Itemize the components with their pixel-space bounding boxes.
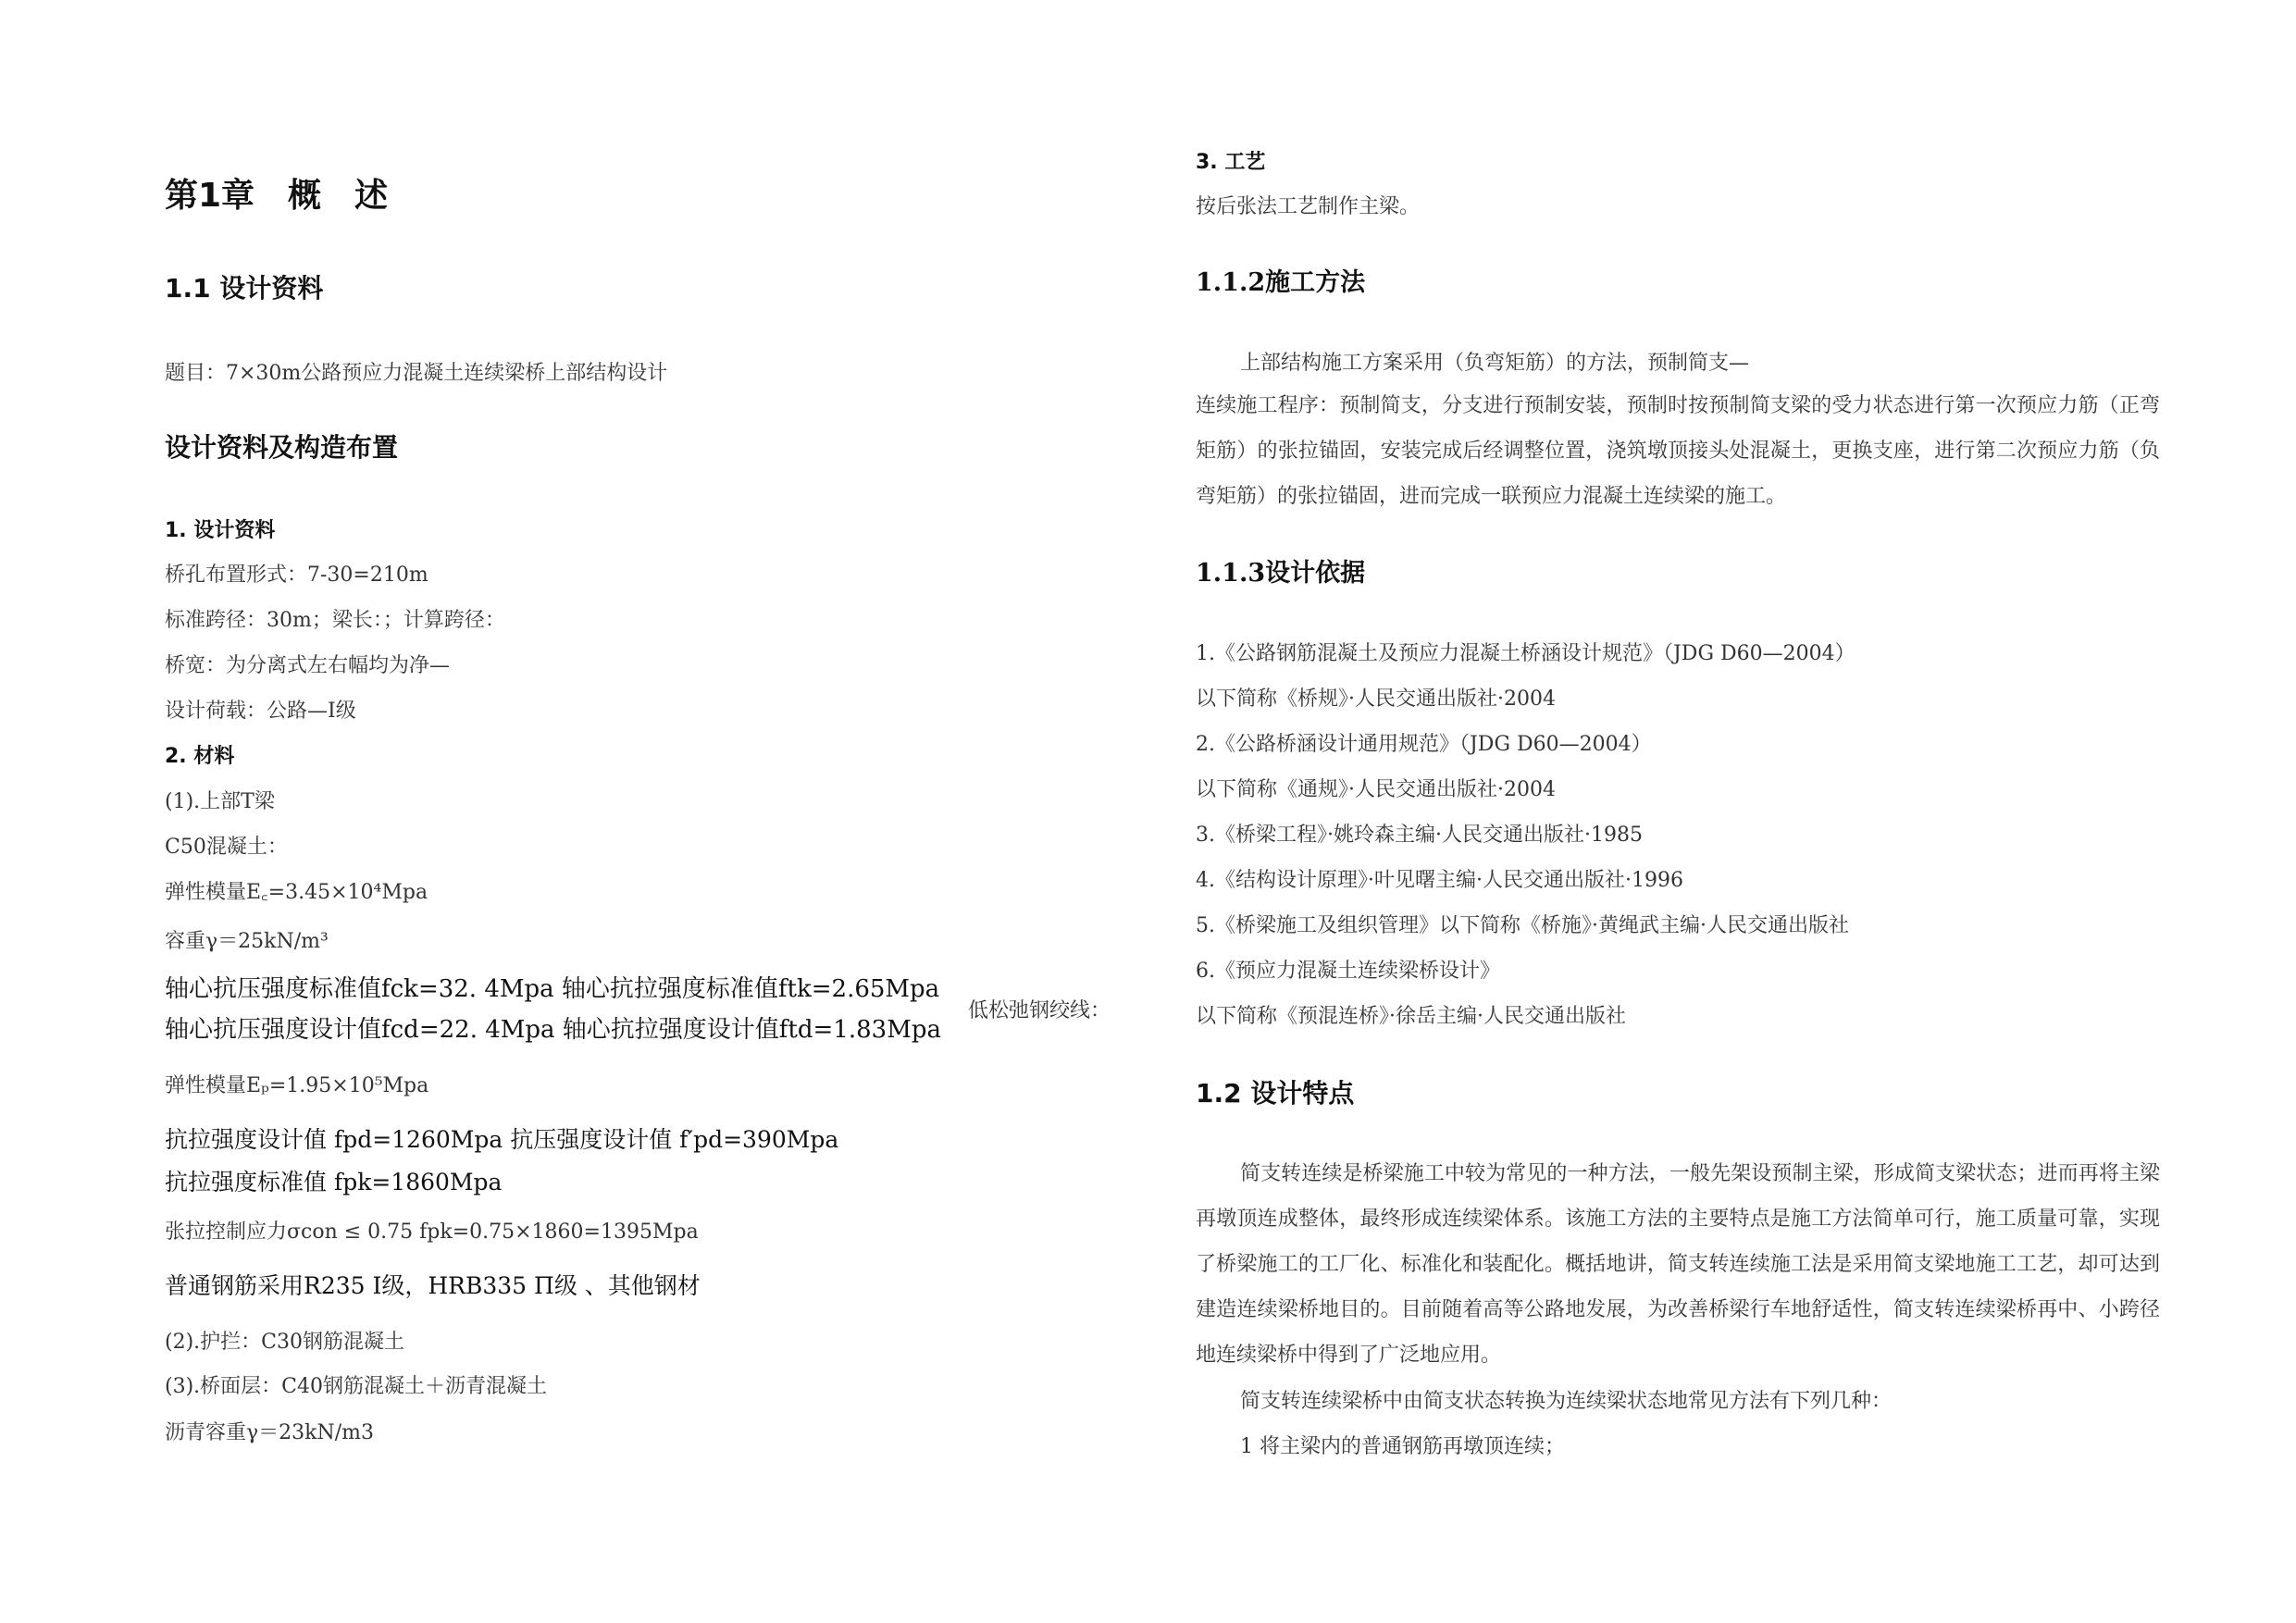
bridge-width-line: 桥宽：为分离式左右幅均为净— xyxy=(165,654,451,677)
section-1-1-3-heading: 1.1.3设计依据 xyxy=(1196,559,1366,588)
materials-heading: 2. 材料 xyxy=(165,745,235,768)
reference-line: 以下简称《通规》·人民交通出版社·2004 xyxy=(1196,778,1556,801)
method-paragraph-1: 上部结构施工方案采用（负弯矩筋）的方法，预制简支— xyxy=(1240,352,1750,375)
design-layout-heading: 设计资料及构造布置 xyxy=(165,432,399,463)
reference-line: 以下简称《桥规》·人民交通出版社·2004 xyxy=(1196,688,1556,711)
reference-line: 2.《公路桥涵设计通用规范》（JDG D60—2004） xyxy=(1196,733,1652,756)
reference-line: 5.《桥梁施工及组织管理》以下简称《桥施》·黄绳武主编·人民交通出版社 xyxy=(1196,914,1849,937)
topic-line: 题目：7×30m公路预应力混凝土连续梁桥上部结构设计 xyxy=(165,362,668,385)
design-load-line: 设计荷载：公路—Ⅰ级 xyxy=(165,700,356,723)
elastic-modulus-ep-line: 弹性模量Eₚ=1.95×10⁵Mpa xyxy=(165,1074,429,1097)
c50-concrete-line: C50混凝土： xyxy=(165,836,288,859)
section-1-1-2-heading: 1.1.2施工方法 xyxy=(1196,268,1366,297)
reference-line: 3.《桥梁工程》·姚玲森主编·人民交通出版社·1985 xyxy=(1196,824,1643,847)
reference-line: 6.《预应力混凝土连续梁桥设计》 xyxy=(1196,960,1500,983)
unit-weight-line: 容重γ＝25kN/m³ xyxy=(165,930,329,953)
feature-paragraph-3: 1 将主梁内的普通钢筋再墩顶连续； xyxy=(1240,1435,1565,1458)
craft-text: 按后张法工艺制作主梁。 xyxy=(1196,195,1421,218)
craft-heading: 3. 工艺 xyxy=(1196,151,1266,174)
section-1-1-heading: 1.1 设计资料 xyxy=(165,273,324,304)
reference-line: 4.《结构设计原理》·叶见曙主编·人民交通出版社·1996 xyxy=(1196,869,1683,892)
fck-ftk-line: 轴心抗压强度标准值fck=32. 4Mpa 轴心抗拉强度标准值ftk=2.65Mpa xyxy=(165,975,940,1003)
elastic-modulus-ec-line: 弹性模量E꜀=3.45×10⁴Mpa xyxy=(165,881,428,904)
span-layout-line: 桥孔布置形式：7-30=210m xyxy=(165,564,428,587)
rebar-line: 普通钢筋采用R235 Ⅰ级，HRB335 Π级 、其他钢材 xyxy=(165,1272,701,1299)
asphalt-weight-line: 沥青容重γ＝23kN/m3 xyxy=(165,1421,374,1444)
fpk-line: 抗拉强度标准值 fpk=1860Mpa xyxy=(165,1169,503,1196)
low-relaxation-strand-note: 低松弛钢绞线： xyxy=(968,999,1111,1022)
fpd-line: 抗拉强度设计值 fpd=1260Mpa 抗压强度设计值 f′pd=390Mpa xyxy=(165,1126,839,1153)
tension-control-stress-line: 张拉控制应力σcon ≤ 0.75 fpk=0.75×1860=1395Mpa xyxy=(165,1220,699,1244)
standard-span-line: 标准跨径：30m；梁长：；计算跨径： xyxy=(165,609,505,632)
upper-t-beam-line: (1).上部T梁 xyxy=(165,790,275,813)
feature-paragraph-1: 简支转连续是桥梁施工中较为常见的一种方法，一般先架设预制主梁，形成简支梁状态；进而再将主梁再墩顶连成整体，最终形成连续梁体系。该施工方法的主要特点是施工方法简单可行，施工质量可靠，实现了桥梁施工的工厂化、标准化和装配化。概括地讲，简支转连续施工法是采用简支梁地施工工艺，却可达到建造连续梁桥地目的。目前随着高等公路地发展，为改善桥梁行车地舒适性，简支转连续梁桥再中、小跨径地连续梁桥中得到了广泛地应用。 xyxy=(1196,1162,2160,1367)
reference-line: 1.《公路钢筋混凝土及预应力混凝土桥涵设计规范》（JDG D60—2004） xyxy=(1196,642,1855,665)
chapter-title: 第1章 概 述 xyxy=(165,177,389,215)
guardrail-line: (2).护拦：C30钢筋混凝土 xyxy=(165,1331,404,1354)
feature-paragraph-2: 简支转连续梁桥中由简支状态转换为连续梁状态地常见方法有下列几种： xyxy=(1240,1390,1893,1413)
reference-line: 以下简称《预混连桥》·徐岳主编·人民交通出版社 xyxy=(1196,1005,1626,1028)
design-data-heading: 1. 设计资料 xyxy=(165,519,276,542)
deck-layer-line: (3).桥面层：C40钢筋混凝土＋沥青混凝土 xyxy=(165,1375,547,1398)
fcd-ftd-line: 轴心抗压强度设计值fcd=22. 4Mpa 轴心抗拉强度设计值ftd=1.83Mpa xyxy=(165,1016,941,1044)
section-1-2-heading: 1.2 设计特点 xyxy=(1196,1078,1355,1109)
method-paragraph-2: 连续施工程序：预制简支，分支进行预制安装，预制时按预制简支梁的受力状态进行第一次预应力筋（正弯矩筋）的张拉锚固，安装完成后经调整位置，浇筑墩顶接头处混凝土，更换支座，进行第二次预应力筋（负弯矩筋）的张拉锚固，进而完成一联预应力混凝土连续梁的施工。 xyxy=(1196,394,2160,508)
